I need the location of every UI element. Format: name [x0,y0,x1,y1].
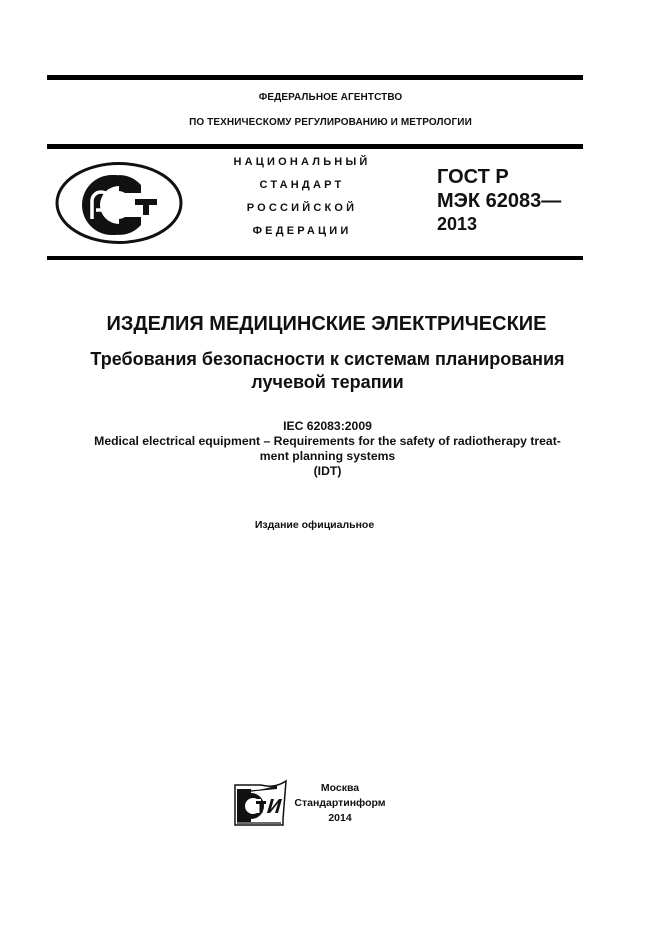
agency-line-1: ФЕДЕРАЛЬНОЕ АГЕНТСТВО [258,92,403,103]
national-line-4: ФЕДЕРАЦИИ [252,225,352,237]
document-subtitle-line-2: лучевой терапии [251,372,404,392]
document-title: ИЗДЕЛИЯ МЕДИЦИНСКИЕ ЭЛЕКТРИЧЕСКИЕ [106,313,547,335]
document-subtitle-line-1: Требования безопасности к системам планирования [90,349,565,369]
gost-r-logo-icon [55,161,183,245]
equivalence-degree: (IDT) [313,464,342,478]
iec-code: IEC 62083:2009 [283,419,372,433]
national-line-2: СТАНДАРТ [259,179,345,191]
iec-title-line-2: ment planning systems [259,449,396,463]
national-line-1: НАЦИОНАЛЬНЫЙ [233,156,371,168]
national-line-3: РОССИЙСКОЙ [246,202,358,214]
iec-title-line-1: Medical electrical equipment – Requirements for the safety of radiotherapy treat- [94,434,561,448]
designation-line-1: ГОСТ Р [437,166,509,188]
designation-line-3: 2013 [437,214,478,234]
top-rule [47,75,583,80]
publisher-name: Стандартинформ [294,797,386,809]
agency-line-2: ПО ТЕХНИЧЕСКОМУ РЕГУЛИРОВАНИЮ И МЕТРОЛОГИИ [189,117,472,128]
publication-year: 2014 [328,812,352,824]
header-rule [47,144,583,149]
publisher-city: Москва [320,782,360,794]
standartinform-logo-icon [233,779,289,829]
edition-label: Издание официальное [254,519,375,531]
standard-block-rule [47,256,583,260]
designation-line-2: МЭК 62083— [437,190,562,212]
